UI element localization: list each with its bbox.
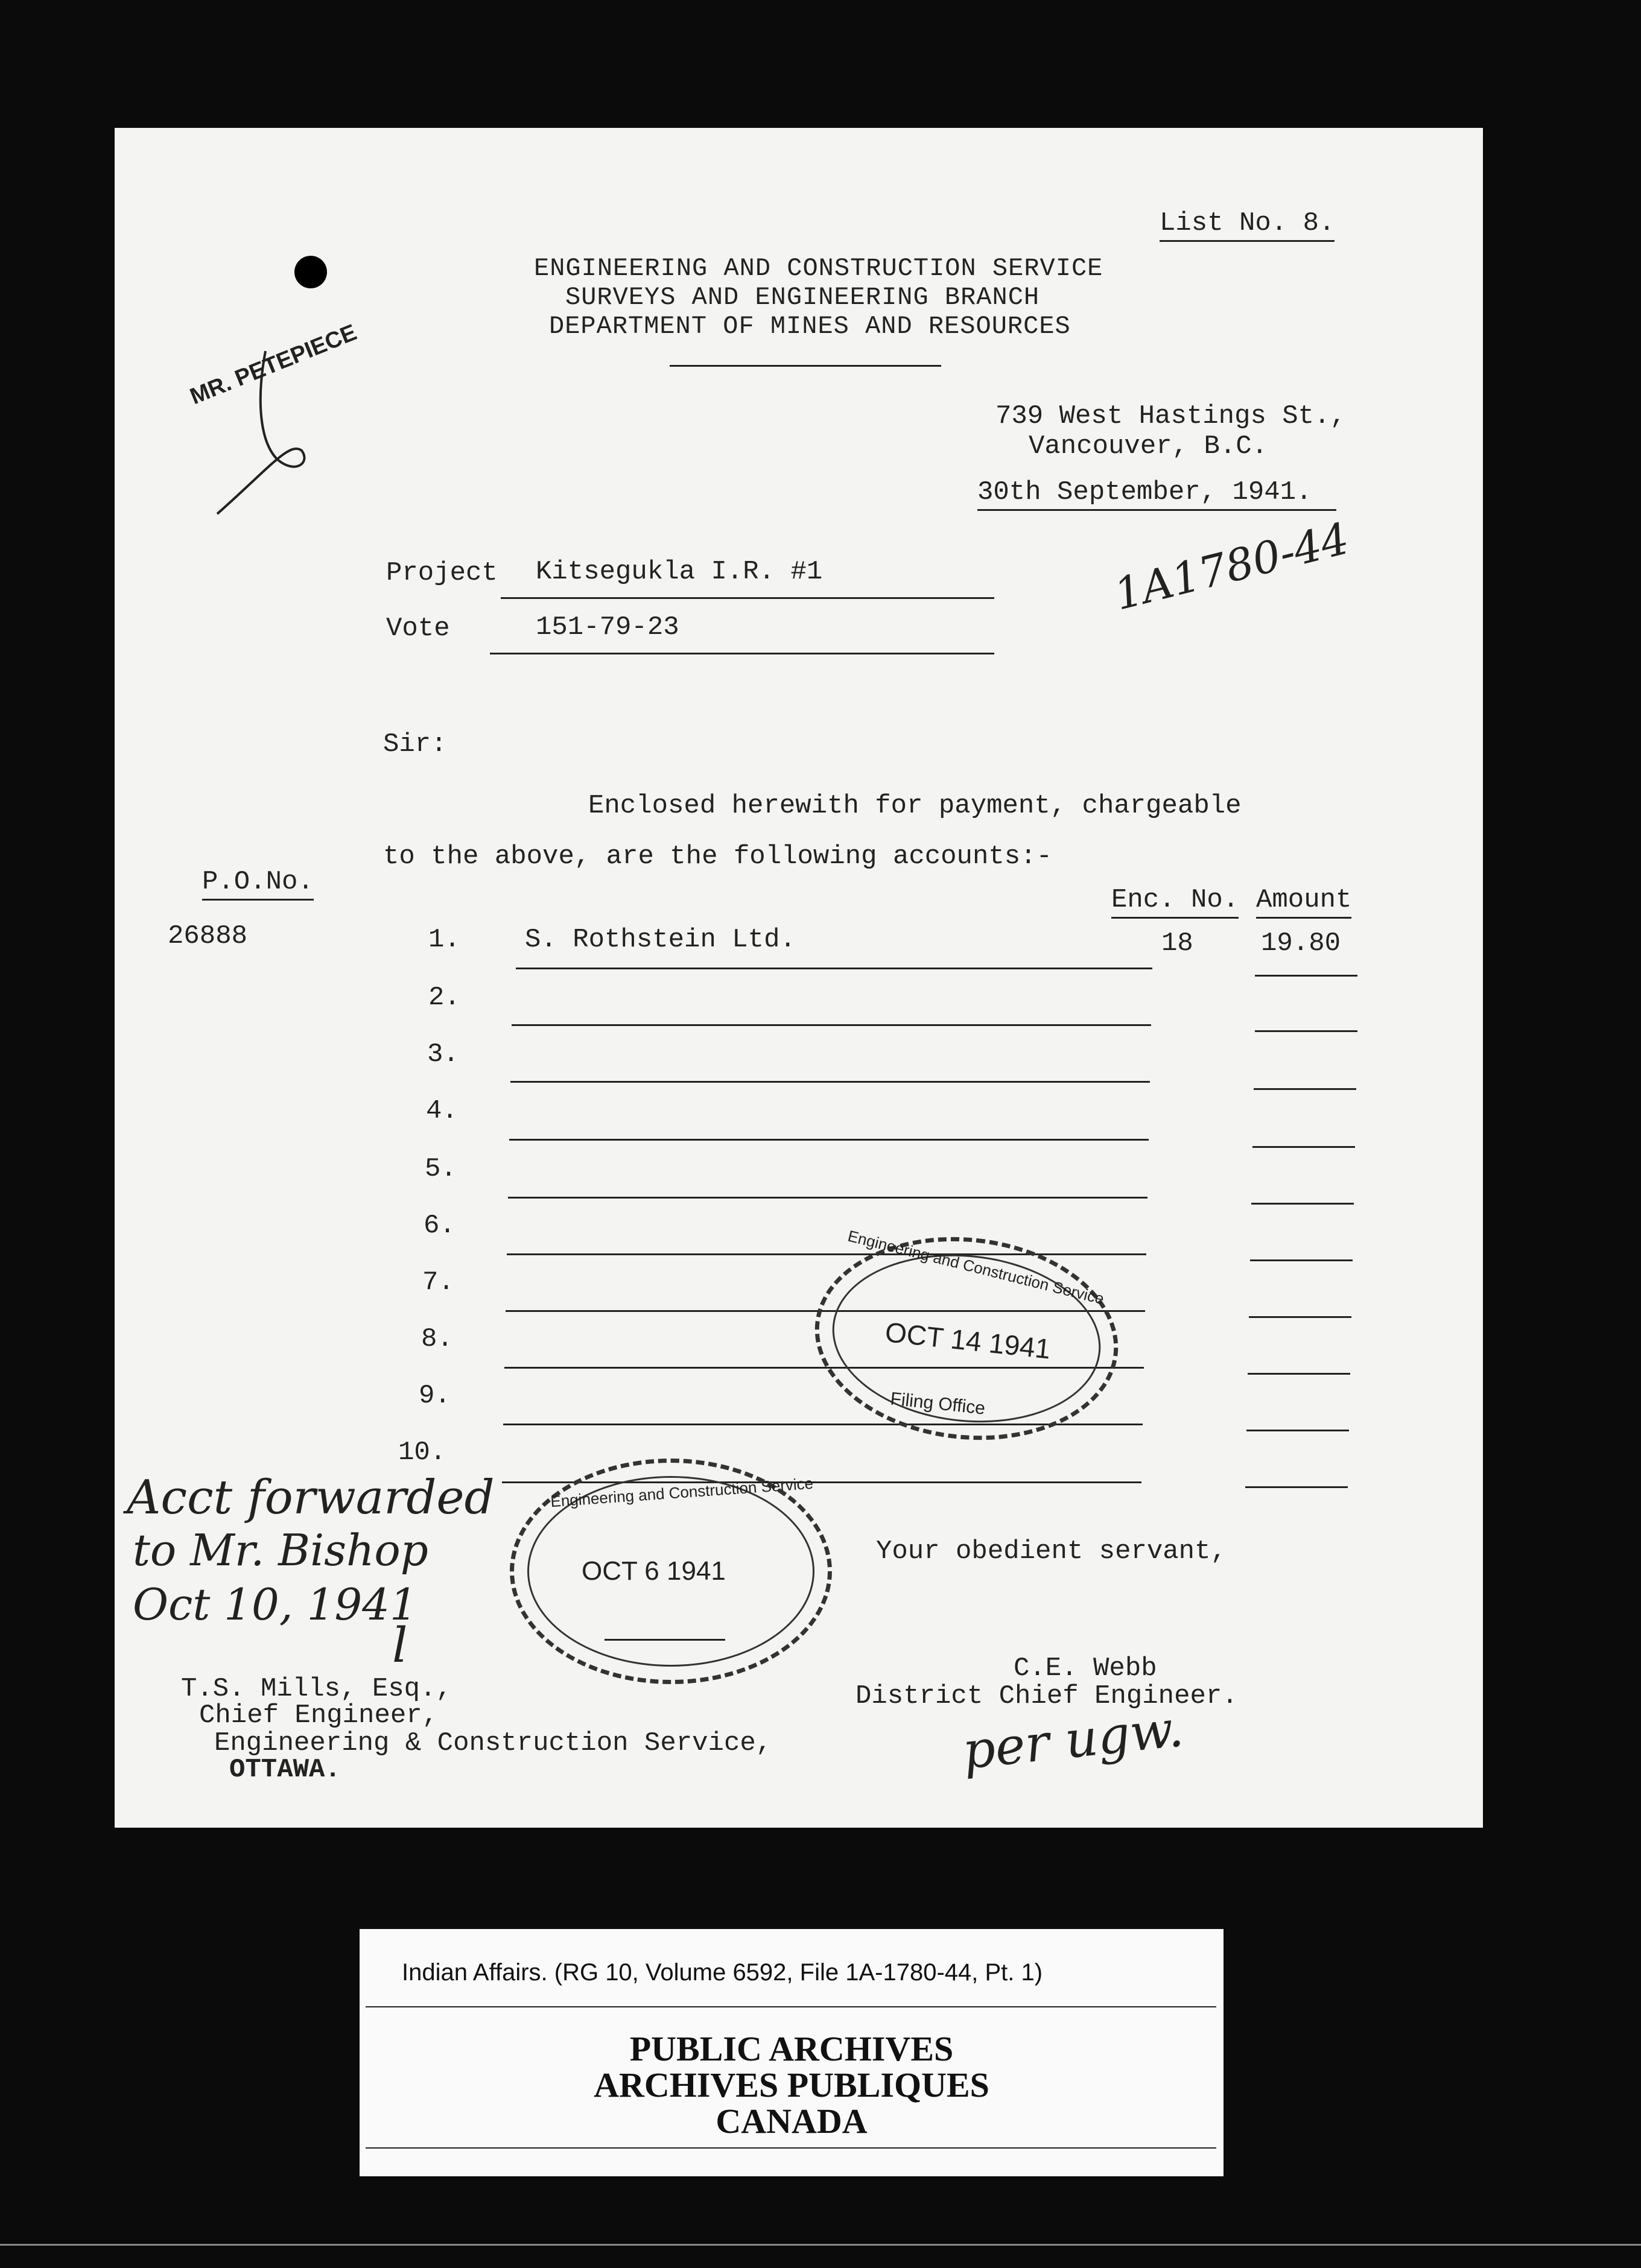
amount-underline	[1252, 1146, 1355, 1148]
archive-label	[360, 1929, 1224, 2176]
row-number: 10.	[398, 1437, 446, 1468]
handwritten-note-line-2: to Mr. Bishop	[133, 1525, 428, 1576]
name-stamp: MR. PETEPIECE	[186, 320, 361, 410]
document-sheet	[115, 128, 1483, 1828]
address-line-2: Vancouver, B.C.	[1029, 431, 1268, 461]
body-line-2: to the above, are the following accounts:-	[383, 841, 1052, 872]
header-line-1: ENGINEERING AND CONSTRUCTION SERVICE	[534, 254, 1103, 283]
archive-line-1: PUBLIC ARCHIVES	[629, 2029, 954, 2068]
row-number: 8.	[421, 1324, 453, 1354]
account-underline	[510, 1081, 1150, 1083]
po-number: 26888	[168, 921, 248, 951]
account-underline	[509, 1139, 1149, 1141]
row-number: 3.	[427, 1039, 459, 1069]
row-number: 1.	[428, 925, 460, 955]
enclosure-number: 18	[1161, 928, 1193, 958]
stamp-date: OCT 14 1941	[883, 1316, 1052, 1365]
stamp-ring-text: Engineering and Construction Service	[550, 1474, 814, 1511]
vote-label: Vote	[386, 613, 450, 644]
amount-underline	[1251, 1203, 1354, 1205]
stamp-ring-text: Engineering and Construction Service	[846, 1226, 1106, 1308]
po-number-header: P.O.No.	[202, 869, 314, 901]
header-line-3: DEPARTMENT OF MINES AND RESOURCES	[549, 312, 1071, 341]
punch-hole	[294, 256, 327, 288]
salutation: Sir:	[383, 729, 447, 759]
row-number: 4.	[426, 1096, 458, 1126]
header-rule	[670, 365, 941, 367]
amount: 19.80	[1261, 928, 1341, 958]
signer-name: C.E. Webb	[1014, 1653, 1157, 1684]
amount-underline	[1254, 1088, 1356, 1090]
stamp-bottom-text: Filing Office	[889, 1389, 986, 1419]
addressee-line-4: OTTAWA.	[229, 1755, 341, 1785]
amount-underline	[1255, 1030, 1357, 1032]
handwritten-file-ref: 1A1780-44	[1109, 513, 1354, 620]
handwritten-checkmark	[205, 345, 338, 526]
account-underline	[512, 1024, 1151, 1026]
amount-underline	[1249, 1316, 1351, 1318]
enclosure-number-header: Enc. No.	[1111, 887, 1239, 919]
amount-underline	[1245, 1486, 1348, 1488]
row-number: 5.	[425, 1154, 457, 1184]
archive-line-2: ARCHIVES PUBLIQUES	[594, 2065, 989, 2105]
row-number: 7.	[422, 1267, 454, 1297]
row-number: 9.	[419, 1381, 451, 1411]
addressee-line-1: T.S. Mills, Esq.,	[181, 1674, 452, 1704]
addressee-line-2: Chief Engineer,	[199, 1700, 439, 1731]
bottom-rule	[0, 2244, 1641, 2246]
signer-title: District Chief Engineer.	[855, 1681, 1238, 1711]
account-underline	[508, 1197, 1147, 1199]
letter-date: 30th September, 1941.	[977, 479, 1336, 511]
list-number: List No. 8.	[1160, 210, 1335, 242]
vote-value: 151-79-23	[536, 612, 679, 642]
account-underline	[507, 1253, 1146, 1255]
amount-header: Amount	[1256, 887, 1351, 919]
handwritten-initial: l	[392, 1617, 408, 1673]
body-line-1: Enclosed herewith for payment, chargeable	[588, 791, 1242, 821]
row-number: 6.	[424, 1211, 455, 1241]
project-underline	[501, 597, 994, 599]
received-stamp-oct-6	[510, 1459, 832, 1684]
account-underline	[516, 968, 1152, 969]
project-label: Project	[386, 558, 498, 588]
closing: Your obedient servant,	[876, 1536, 1227, 1566]
vote-underline	[490, 653, 994, 654]
row-number: 2.	[428, 983, 460, 1013]
address-line-1: 739 West Hastings St.,	[995, 401, 1346, 431]
signature: per ugw.	[959, 1699, 1186, 1781]
archive-line-3: CANADA	[716, 2102, 868, 2141]
amount-underline	[1250, 1259, 1353, 1261]
header-line-2: SURVEYS AND ENGINEERING BRANCH	[565, 283, 1040, 312]
account-name: S. Rothstein Ltd.	[525, 925, 796, 955]
amount-underline	[1246, 1430, 1349, 1431]
project-value: Kitsegukla I.R. #1	[536, 557, 823, 587]
handwritten-note-line-1: Acct forwarded	[127, 1471, 495, 1525]
amount-underline	[1255, 975, 1357, 977]
stamp-date: OCT 6 1941	[582, 1556, 726, 1586]
received-stamp-oct-14	[805, 1223, 1128, 1455]
archive-reference: Indian Affairs. (RG 10, Volume 6592, File 1A-1780-44, Pt. 1)	[402, 1959, 1043, 1986]
amount-underline	[1248, 1373, 1350, 1375]
handwritten-note-line-3: Oct 10, 1941	[133, 1579, 417, 1630]
addressee-line-3: Engineering & Construction Service,	[214, 1728, 772, 1758]
